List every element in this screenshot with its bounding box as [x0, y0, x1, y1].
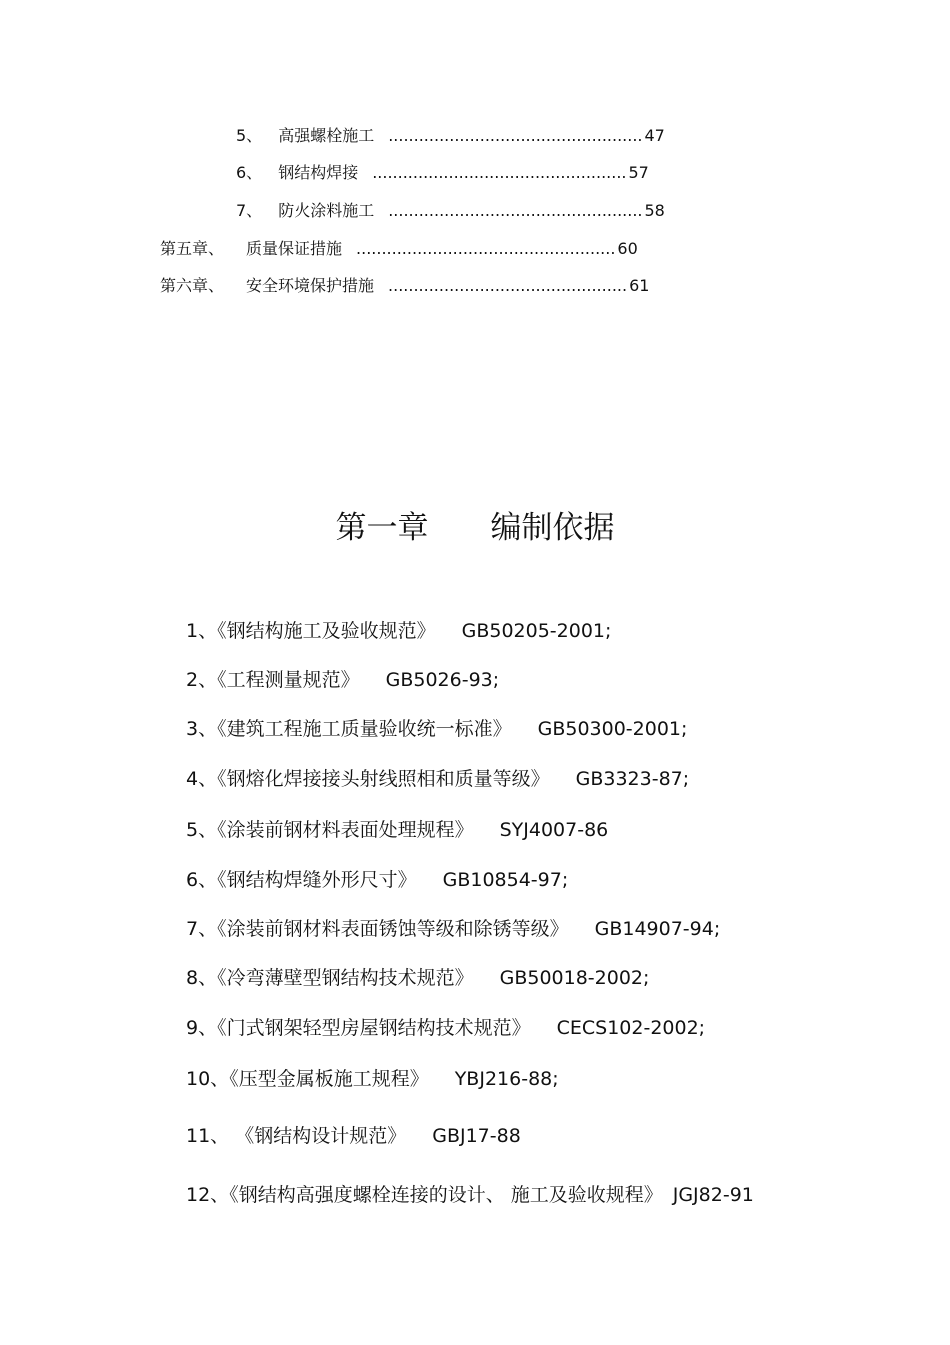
reference-prefix: 12、 — [186, 1184, 230, 1206]
reference-prefix: 10、 — [186, 1068, 230, 1090]
toc-entry-title: 高强螺栓施工 — [278, 126, 375, 145]
chapter-title: 编制依据 — [490, 510, 615, 546]
toc-page-number: 57 — [628, 163, 649, 182]
reference-code: GB3323-87; — [575, 768, 690, 790]
toc-entry-number: 7、 — [236, 201, 263, 220]
reference-prefix: 6、 — [186, 869, 218, 891]
reference-name: 《钢结构设计规范》 — [229, 1125, 407, 1147]
reference-prefix: 4、 — [186, 768, 218, 790]
reference-code: GB50205-2001; — [461, 620, 612, 642]
toc-page-number: 60 — [617, 239, 638, 258]
reference-name: 《涂装前钢材料表面处理规程》 — [217, 819, 474, 841]
reference-code: GB10854-97; — [442, 869, 569, 891]
toc-chapter-entry[interactable] — [160, 239, 638, 259]
toc-page-number: 58 — [644, 201, 665, 220]
reference-code: GB50018-2002; — [499, 967, 650, 989]
reference-item — [186, 818, 608, 842]
reference-prefix: 8、 — [186, 967, 218, 989]
reference-name: 《压型金属板施工规程》 — [229, 1068, 429, 1090]
reference-code: SYJ4007-86 — [499, 819, 609, 841]
reference-code: JGJ82-91 — [672, 1184, 754, 1206]
reference-name: 《工程测量规范》 — [217, 669, 360, 691]
reference-item — [186, 668, 499, 692]
toc-chapter-title: 安全环境保护措施 — [246, 276, 375, 295]
reference-code: GBJ17-88 — [432, 1125, 521, 1147]
chapter-label: 第一章 — [335, 510, 429, 546]
reference-item — [186, 966, 649, 990]
reference-code: GB50300-2001; — [537, 718, 688, 740]
reference-item — [186, 868, 568, 892]
toc-chapter-title: 质量保证措施 — [246, 239, 343, 258]
reference-name: 《钢结构焊缝外形尺寸》 — [217, 869, 417, 891]
reference-name: 《涂装前钢材料表面锈蚀等级和除锈等级》 — [217, 918, 569, 940]
toc-chapter-label: 第六章、 — [160, 276, 225, 295]
toc-leader-dots: ................................................... — [356, 239, 616, 258]
reference-item — [186, 917, 720, 941]
reference-item — [186, 1067, 559, 1091]
reference-name: 《钢结构施工及验收规范》 — [217, 620, 436, 642]
reference-item — [186, 717, 687, 741]
toc-leader-dots: ............................................... — [388, 276, 628, 295]
reference-name: 《冷弯薄壁型钢结构技术规范》 — [217, 967, 474, 989]
reference-prefix: 2、 — [186, 669, 218, 691]
toc-entry[interactable] — [236, 163, 649, 183]
chapter-heading — [0, 508, 950, 548]
toc-entry-title: 钢结构焊接 — [278, 163, 359, 182]
reference-item — [186, 1124, 521, 1148]
reference-item — [186, 619, 611, 643]
reference-name: 《钢结构高强度螺栓连接的设计、 施工及验收规程》 — [229, 1184, 663, 1206]
toc-chapter-label: 第五章、 — [160, 239, 225, 258]
reference-prefix: 1、 — [186, 620, 218, 642]
reference-code: YBJ216-88; — [454, 1068, 559, 1090]
reference-prefix: 3、 — [186, 718, 218, 740]
reference-prefix: 9、 — [186, 1017, 218, 1039]
reference-prefix: 5、 — [186, 819, 218, 841]
reference-item — [186, 767, 689, 791]
toc-chapter-entry[interactable] — [160, 276, 649, 296]
toc-page-number: 61 — [629, 276, 650, 295]
toc-page-number: 47 — [644, 126, 665, 145]
reference-code: GB5026-93; — [385, 669, 500, 691]
reference-name: 《建筑工程施工质量验收统一标准》 — [217, 718, 512, 740]
toc-entry[interactable] — [236, 126, 665, 146]
toc-entry[interactable] — [236, 201, 665, 221]
reference-item — [186, 1016, 705, 1040]
reference-prefix: 7、 — [186, 918, 218, 940]
toc-entry-number: 6、 — [236, 163, 263, 182]
reference-code: GB14907-94; — [594, 918, 721, 940]
toc-leader-dots: .................................................. — [388, 201, 643, 220]
reference-item — [186, 1183, 754, 1207]
toc-entry-number: 5、 — [236, 126, 263, 145]
reference-prefix: 11、 — [186, 1125, 230, 1147]
toc-leader-dots: .................................................. — [388, 126, 643, 145]
toc-entry-title: 防火涂料施工 — [278, 201, 375, 220]
reference-name: 《钢熔化焊接接头射线照相和质量等级》 — [217, 768, 550, 790]
reference-code: CECS102-2002; — [556, 1017, 706, 1039]
reference-name: 《门式钢架轻型房屋钢结构技术规范》 — [217, 1017, 531, 1039]
toc-leader-dots: .................................................. — [372, 163, 627, 182]
